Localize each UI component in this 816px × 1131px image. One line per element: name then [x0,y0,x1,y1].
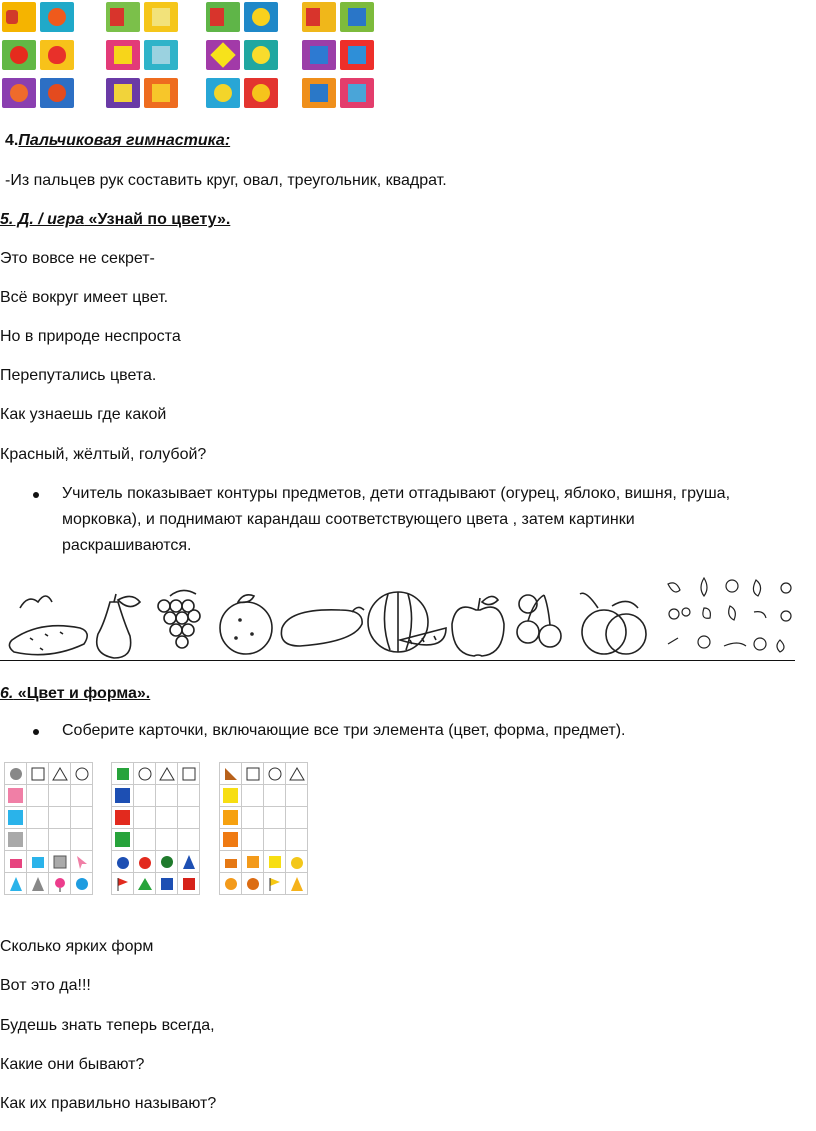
orange-ball-icon [223,876,239,892]
section-4-heading [5,131,230,151]
green-book-icon [115,766,131,782]
blue-swatch [115,788,130,803]
fruit-outlines-image [0,568,800,664]
bullet-icon [33,729,39,735]
bullet-text: Соберите карточки, включающие все три элемента (цвет, форма, предмет). [62,722,626,739]
train-car [244,78,278,108]
train-car [206,78,240,108]
circle-outline-icon [137,766,153,782]
train-car [244,40,278,70]
poem-line: Будешь знать теперь всегда, [0,1017,215,1034]
train-car [40,2,74,32]
red-flag-icon [115,876,131,892]
section-6-number: 6. [0,685,14,702]
cucumber-outline-icon [9,596,87,655]
poem-line: Красный, жёлтый, голубой? [0,446,207,463]
yellow-card-icon [267,854,283,870]
train-car [2,78,36,108]
train-image [302,2,378,110]
triangle-outline-icon [52,766,68,782]
poem-line: Как узнаешь где какой [0,406,167,423]
poem-line: Вот это да!!! [0,977,91,994]
train-car [206,40,240,70]
section-4-title: Пальчиковая гимнастика: [18,132,231,149]
poem-line: Всё вокруг имеет цвет. [0,289,169,306]
green-watermelon-icon [159,854,175,870]
poem-line: Перепутались цвета. [0,367,157,384]
train-car [144,40,178,70]
gray-swatch [8,832,23,847]
pink-balloon-icon [52,876,68,892]
peaches-outline-icon [580,593,646,654]
train-image [206,2,282,110]
blue-ornament-icon [115,854,131,870]
square-outline-icon [245,766,261,782]
train-car [106,40,140,70]
circle-outline-icon [267,766,283,782]
train-car [40,40,74,70]
train-car [244,2,278,32]
orange-swatch [223,810,238,825]
circle-outline-icon [74,766,90,782]
small-fruits-vegetables-icon [668,578,791,652]
cherries-outline-icon [517,595,561,647]
section-5-label: Д. / игра [13,211,85,228]
divider-line [0,660,795,661]
red-tomato-icon [137,854,153,870]
pink-bag-icon [8,854,24,870]
bullet-text-line: Учитель показывает контуры предметов, дети отгадывают (огурец, яблоко, вишня, груша, [62,485,731,502]
train-car [106,78,140,108]
bullet-text-line: раскрашиваются. [62,537,192,554]
train-car [2,40,36,70]
card-grid-3 [219,762,308,895]
train-car [40,78,74,108]
section-5-number: 5. [0,211,14,228]
orange-clock-icon [245,854,261,870]
train-car [340,78,374,108]
train-locomotive [106,2,140,32]
gray-frame-icon [52,854,68,870]
blue-hat-icon [181,854,197,870]
card-grid-1 [4,762,93,895]
red-cube-icon [181,876,197,892]
yellow-flag-icon [267,876,283,892]
triangle-outline-icon [159,766,175,782]
gray-object-icon [8,766,24,782]
card-grid-2 [111,762,200,895]
train-car [340,2,374,32]
section-5-heading [0,210,230,230]
yellow-swatch [223,788,238,803]
train-car [144,2,178,32]
section-6-heading [0,684,150,704]
yellow-cone-icon [289,876,305,892]
train-locomotive [302,2,336,32]
train-car [144,78,178,108]
yellow-apple-icon [289,854,305,870]
pink-cursor-icon [74,854,90,870]
section-5-title: «Узнай по цвету». [84,211,231,228]
orange-ball-icon [245,876,261,892]
grid-cell [5,763,27,785]
grid-cell [27,763,49,785]
train-locomotive [206,2,240,32]
pear-outline-icon [97,594,140,658]
square-outline-icon [30,766,46,782]
grapes-outline-icon [158,590,200,648]
triangle-outline-icon [289,766,305,782]
green-swatch [115,832,130,847]
blue-box-icon [159,876,175,892]
train-image [2,2,78,110]
ruler-triangle-icon [223,766,239,782]
apple-outline-icon [452,596,504,656]
cyan-swatch [8,810,23,825]
section-4-number: 4. [5,132,19,149]
bullet-icon [33,492,39,498]
cyan-book-icon [30,854,46,870]
poem-line: Какие они бывают? [0,1056,145,1073]
poem-line: Сколько ярких форм [0,938,154,955]
grid-cell [71,763,93,785]
poem-line: Это вовсе не секрет- [0,250,155,267]
green-tent-icon [137,876,153,892]
dark-orange-swatch [223,832,238,847]
train-locomotive [2,2,36,32]
red-swatch [115,810,130,825]
grid-cell [49,763,71,785]
train-car [302,78,336,108]
bullet-text-line: морковка), и поднимают карандаш соответствующего цвета , затем картинки [62,511,635,528]
cyan-ball-icon [74,876,90,892]
square-outline-icon [181,766,197,782]
train-car [340,40,374,70]
cyan-cone-icon [8,876,24,892]
gray-shuttlecock-icon [30,876,46,892]
section-6-title: «Цвет и форма». [13,685,151,702]
poem-line: Как их правильно называют? [0,1095,217,1112]
watermelon-outline-icon [368,592,446,652]
pink-swatch [8,788,23,803]
poem-line: Но в природе неспроста [0,328,181,345]
orange-suitcase-icon [223,854,239,870]
train-image [106,2,182,110]
section-4-text: -Из пальцев рук составить круг, овал, треугольник, квадрат. [5,172,447,189]
orange-outline-icon [220,595,272,654]
train-car [302,40,336,70]
eggplant-outline-icon [281,607,364,646]
